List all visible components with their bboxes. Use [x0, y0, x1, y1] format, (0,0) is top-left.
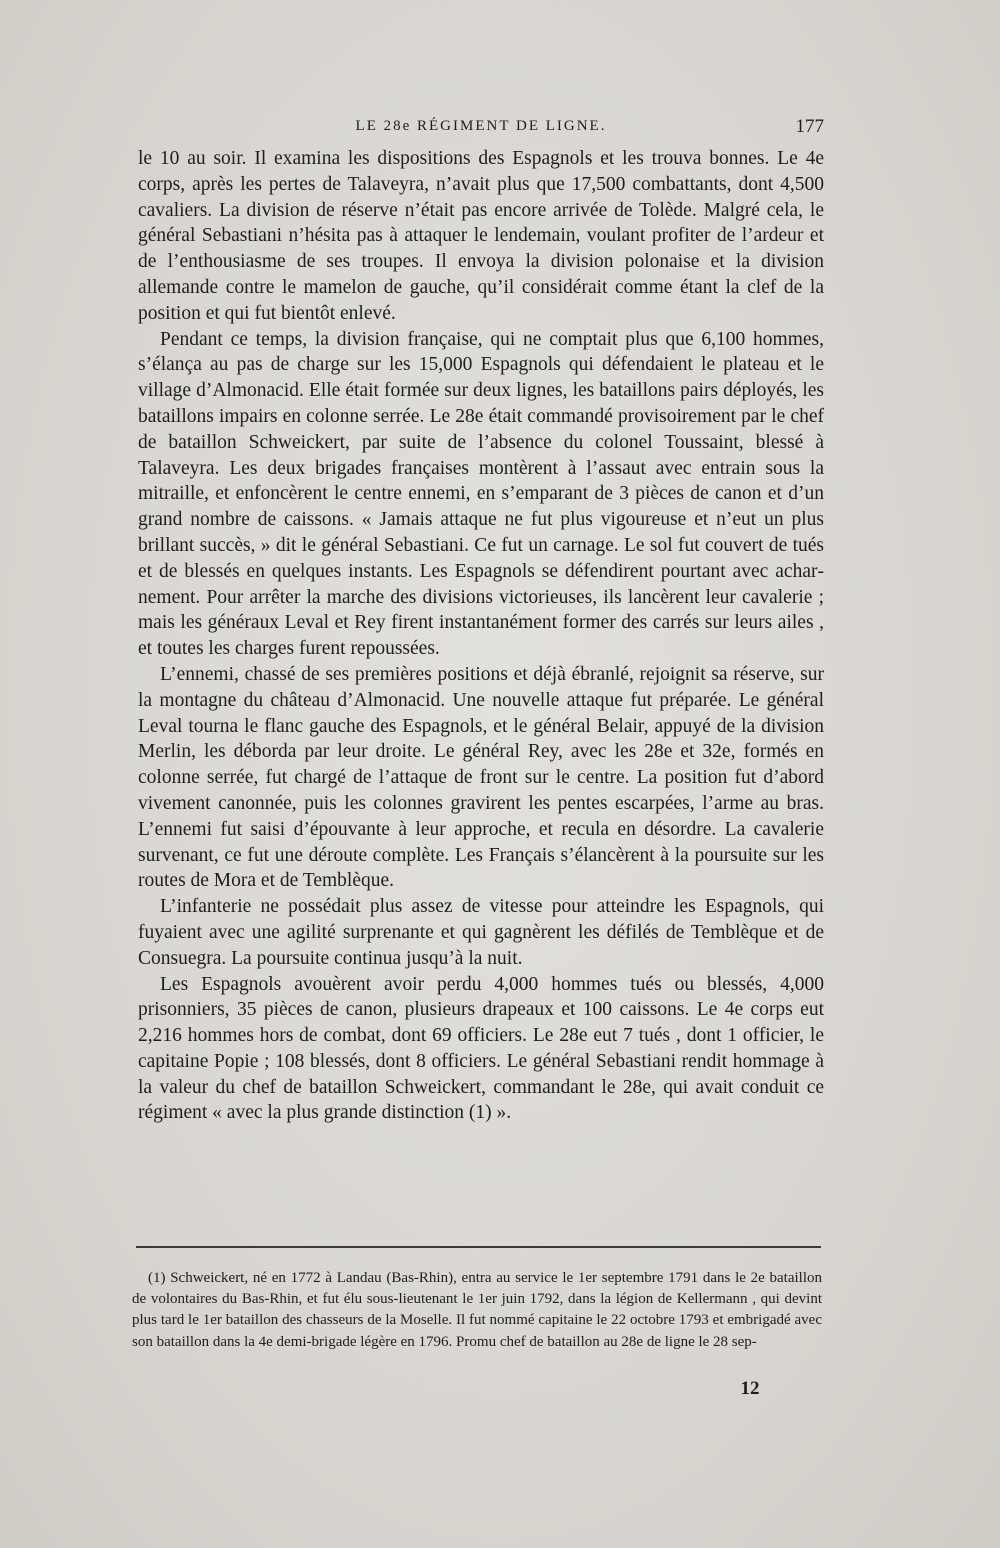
running-head: [138, 116, 824, 142]
page-number: 177: [795, 116, 824, 137]
running-title: LE 28e RÉGIMENT DE LIGNE.: [355, 118, 607, 134]
paragraph-5: Les Espagnols avouèrent avoir perdu 4,000 hommes tués ou blessés, 4,000 prisonniers, 35 pièces de canon, plusieurs drapeaux et 100 caissons. Le 4e corps eut 2,216 hommes hors de combat, dont 69 officiers. Le 28e eut 7 tués , dont 1 officier, le capitaine Popie ; 108 blessés, dont 8 officiers. Le général Sebastiani rendit hommage à la valeur du chef de bataillon Schweickert, commandant le 28e, qui avait conduit ce régiment « avec la plus grande distinction (1) ».: [138, 973, 824, 1124]
paragraph-2: Pendant ce temps, la division française, qui ne comptait plus que 6,100 hommes, s’élança au pas de charge sur les 15,000 Espagnols qui défendaient le plateau et le village d’Almonacid. Elle était formée sur deux lignes, les bataillons pairs déployés, les bataillons impairs en colonne serrée. Le 28e était commandé provisoirement par le chef de bataillon Schweickert, par suite de l’absence du colonel Toussaint, blessé à Talaveyra. Les deux brigades françaises montèrent à l’assaut avec entrain sous la mitraille, et enfoncèrent le centre ennemi, en s’emparant de 3 pièces de canon et d’un grand nombre de caissons. « Jamais attaque ne fut plus vigoureuse et n’eut un plus brillant succès, » dit le général Sebastiani. Ce fut un carnage. Le sol fut couvert de tués et de blessés en quelques instants. Les Espagnols se défendirent pourtant avec acharnement. Pour arrêter la marche des divisions victorieuses, ils lancèrent leur cavalerie ; mais les généraux Leval et Rey firent instantanément former des carrés sur leurs ailes , et toutes les charges furent repoussées.: [138, 328, 824, 660]
paragraph-4: L’infanterie ne possédait plus assez de vitesse pour atteindre les Espagnols, qui fuyaient avec une agilité surprenante et qui gagnèrent les défilés de Temblèque et de Consuegra. La poursuite continua jusqu’à la nuit.: [138, 896, 824, 969]
signature-mark: 12: [740, 1378, 760, 1399]
footnote: (1) Schweickert, né en 1772 à Landau (Bas-Rhin), entra au service le 1er septembre 1791 dans le 2e bataillon de volontaires du Bas-Rhin, et fut élu sous-lieutenant le 1er juin 1792, dans la légion de Kellermann , qui devint plus tard le 1er bataillon des chasseurs de la Moselle. Il fut nommé capitaine le 22 octobre 1793 et embrigadé avec son bataillon dans la 4e demi-brigade légère en 1796. Promu chef de bataillon au 28e de ligne le 28 sep-: [132, 1270, 822, 1350]
body-text: [138, 146, 824, 1126]
footnote-rule: [136, 1246, 821, 1248]
paragraph-3: L’ennemi, chassé de ses premières positions et déjà ébranlé, rejoignit sa réserve, sur la montagne du château d’Almonacid. Une nouvelle attaque fut préparée. Le général Leval tourna le flanc gauche des Espagnols, et le général Belair, appuyé de la division Merlin, les déborda par leur droite. Le général Rey, avec les 28e et 32e, formés en colonne serrée, fut chargé de l’attaque de front sur le centre. La position fut d’abord vivement canonnée, puis les colonnes gravirent les pentes escarpées, l’arme au bras. L’ennemi fut saisi d’épouvante à leur approche, et recula en désordre. La cavalerie survenant, ce fut une déroute complète. Les Français s’élancèrent à la poursuite sur les routes de Mora et de Temblèque.: [138, 663, 824, 892]
paragraph-1: le 10 au soir. Il examina les dispositions des Espagnols et les trouva bonnes. Le 4e corps, après les pertes de Talaveyra, n’avait plus que 17,500 combattants, dont 4,500 cavaliers. La division de réserve n’était pas encore arrivée de Tolède. Malgré cela, le général Sebastiani n’hésita pas à attaquer le lendemain, voulant profiter de l’ardeur et de l’enthousiasme de ses troupes. Il envoya la division polonaise et la division allemande contre le mamelon de gauche, qu’il considérait comme étant la clef de la position et qui fut bientôt enlevé.: [138, 148, 824, 324]
